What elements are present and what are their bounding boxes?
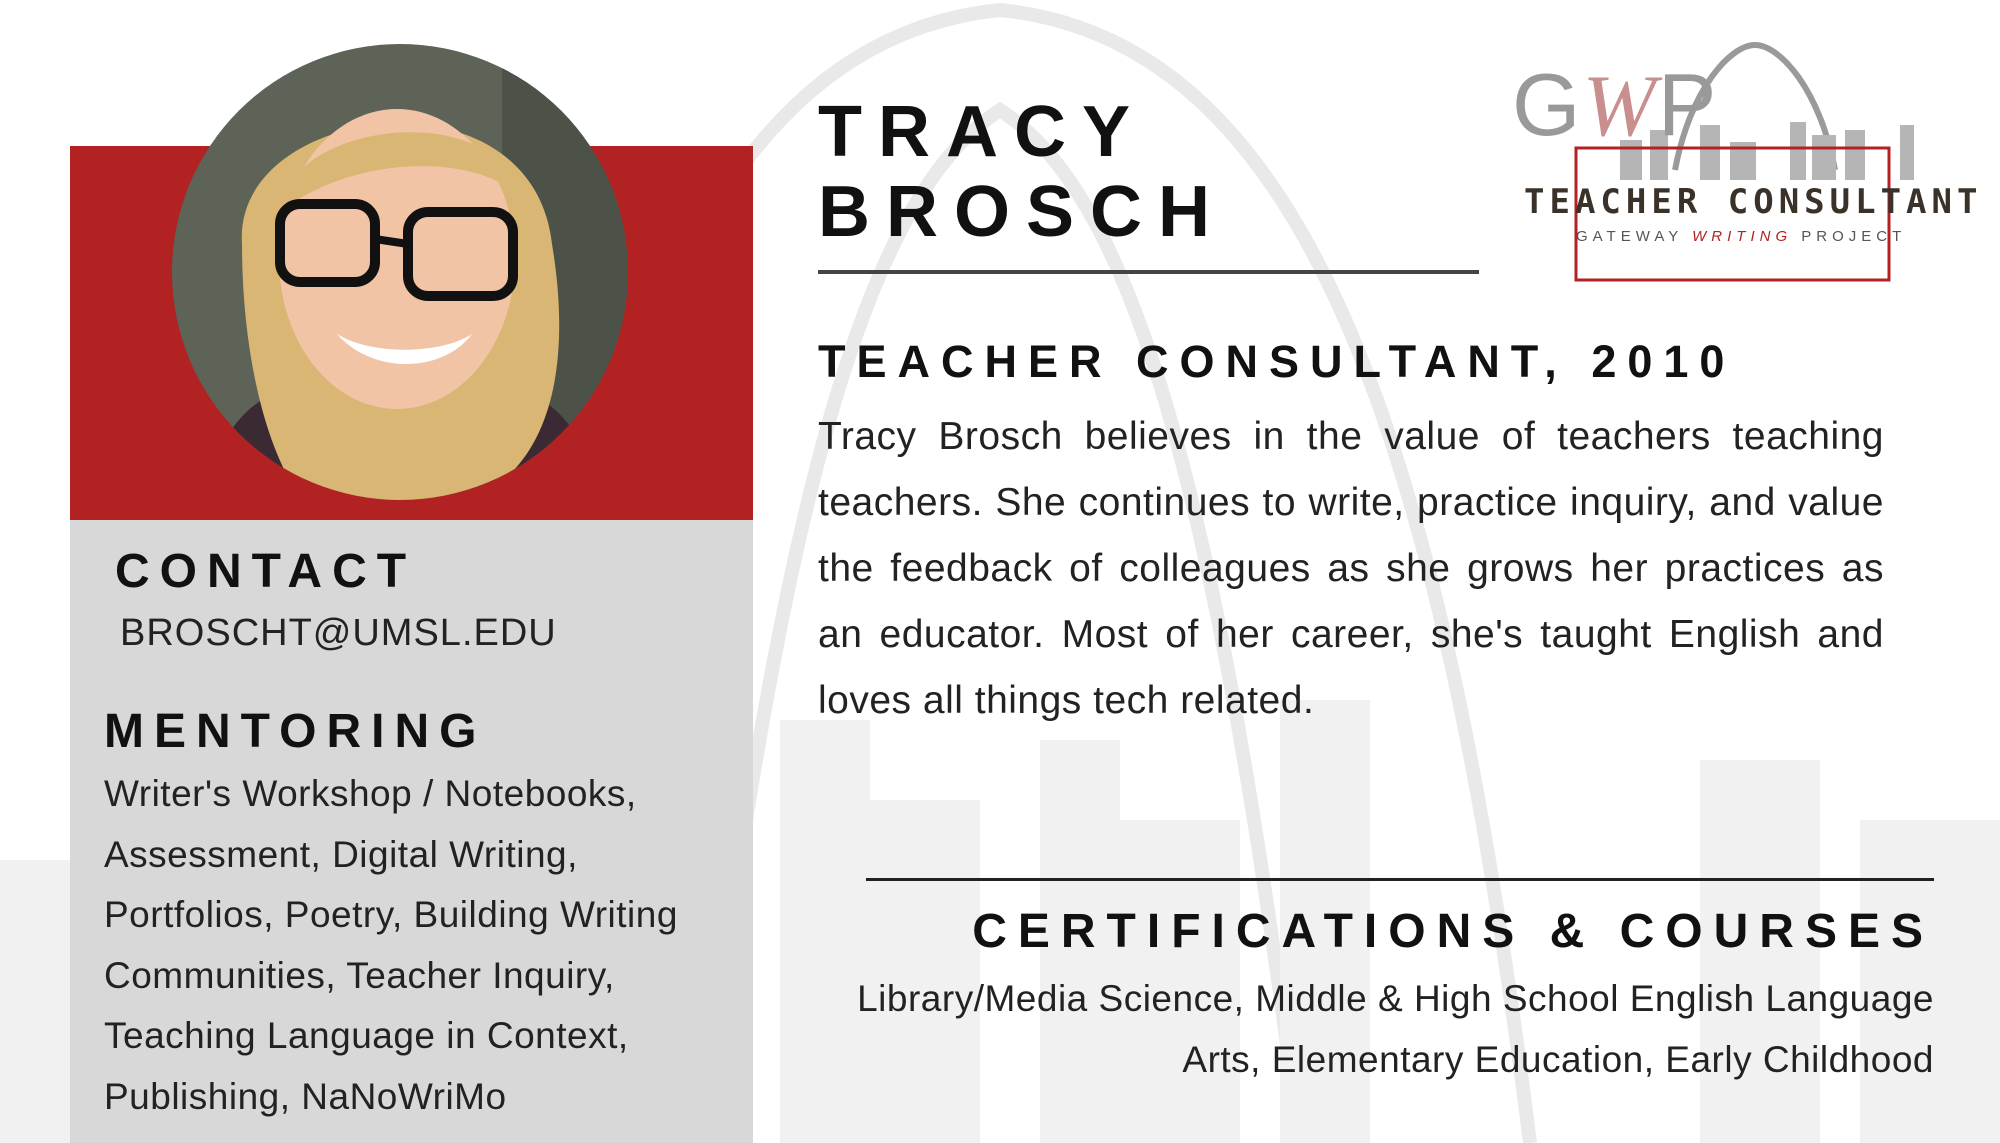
contact-heading: CONTACT	[115, 545, 417, 598]
mentoring-text: Writer's Workshop / Notebooks, Assessment, Digital Writing, Portfolios, Poetry, Building Writing Communities, Teacher Inquiry, Teaching Language in Context, Publishing, NaNoWriMo	[104, 773, 678, 1117]
person-name	[818, 92, 1226, 252]
contact-email[interactable]: BROSCHT@UMSL.EDU	[120, 612, 557, 654]
name-divider	[818, 270, 1479, 274]
bio-text: Tracy Brosch believes in the value of teachers teaching teachers. She continues to write, practice inquiry, and value the feedback of colleagues as she grows her practices as an educator. Most of her career, she's taught English and loves all things tech related.	[818, 415, 1884, 722]
certifications-heading: CERTIFICATIONS & COURSES	[972, 905, 1934, 958]
logo-letter-w: W	[1582, 58, 1658, 155]
logo-letter-g: G	[1512, 55, 1583, 154]
logo-letter-p: P	[1657, 55, 1719, 154]
mentoring-heading: MENTORING	[104, 705, 487, 758]
gwp-logo	[1500, 30, 1983, 290]
logo-sub-post: PROJECT	[1792, 228, 1907, 245]
certifications-text: Library/Media Science, Middle & High School English Language Arts, Elementary Education, Early Childhood	[857, 978, 1934, 1080]
name-line-2: BROSCH	[818, 172, 1227, 252]
role-heading: TEACHER CONSULTANT, 2010	[818, 336, 1736, 387]
logo-letters	[1512, 54, 1718, 157]
logo-subtitle	[1576, 228, 1906, 245]
name-line-1: TRACY	[818, 92, 1146, 172]
logo-title: TEACHER CONSULTANT	[1524, 182, 1983, 222]
logo-sub-highlight: WRITING	[1692, 228, 1793, 245]
logo-sub-pre: GATEWAY	[1576, 228, 1693, 245]
certifications-divider	[866, 878, 1934, 881]
profile-photo	[172, 44, 628, 500]
